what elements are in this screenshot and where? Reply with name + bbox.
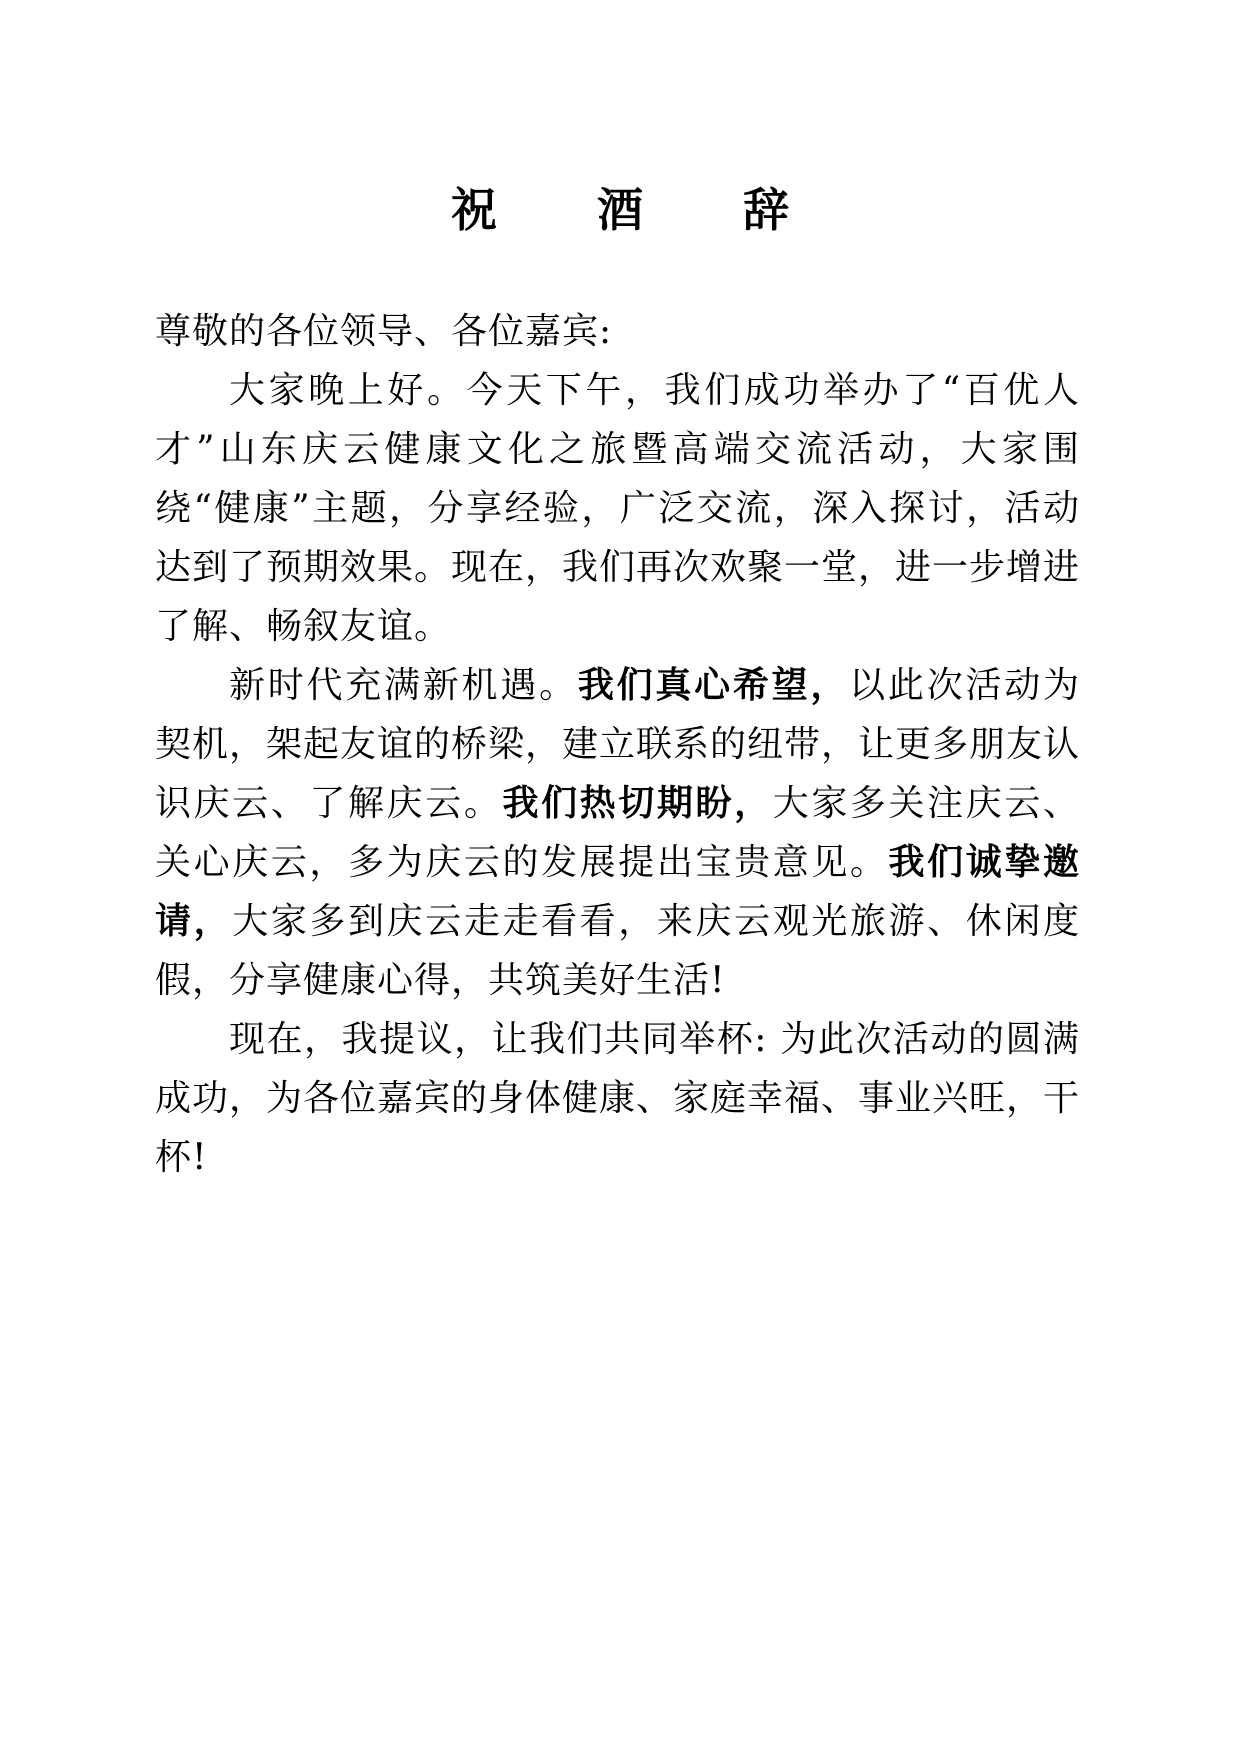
document-body <box>155 302 1080 1187</box>
paragraph-toast <box>155 1010 1080 1187</box>
paragraph-text: 现在，我提议，让我们共同举杯: 为此次活动的圆满成功，为各位嘉宾的身体健康、家庭幸福、事业兴旺，干杯! <box>155 1019 1081 1178</box>
document-title: 祝 酒 辞 <box>450 183 832 237</box>
paragraph-text: 以此次活动为契机，架起友谊的桥梁，建立联系的纽带，让更多朋友认识庆云、了解庆云。 <box>155 665 1081 824</box>
paragraph-text: 大家多到庆云走走看看，来庆云观光旅游、休闲度假，分享健康心得，共筑美好生活! <box>155 901 1080 1001</box>
paragraph-hopes <box>155 656 1080 1010</box>
paragraph-greeting <box>155 361 1080 656</box>
salutation: 尊敬的各位领导、各位嘉宾: <box>155 311 613 352</box>
emphasis-text: 我们热切期盼， <box>502 783 773 824</box>
emphasis-text: 我们诚挚邀请， <box>155 842 1080 942</box>
paragraph-text: 新时代充满新机遇。 <box>229 665 578 706</box>
emphasis-text: 我们真心希望， <box>577 665 850 706</box>
paragraph-text: 大家晚上好。今天下午，我们成功举办了“百优人才”山东庆云健康文化之旅暨高端交流活动，大家围绕“健康”主题，分享经验，广泛交流，深入探讨，活动达到了预期效果。现在，我们再次欢聚一堂，进一步增进了解、畅叙友谊。 <box>155 370 1081 647</box>
paragraph-text: 大家多关注庆云、关心庆云，多为庆云的发展提出宝贵意见。 <box>155 783 1080 883</box>
